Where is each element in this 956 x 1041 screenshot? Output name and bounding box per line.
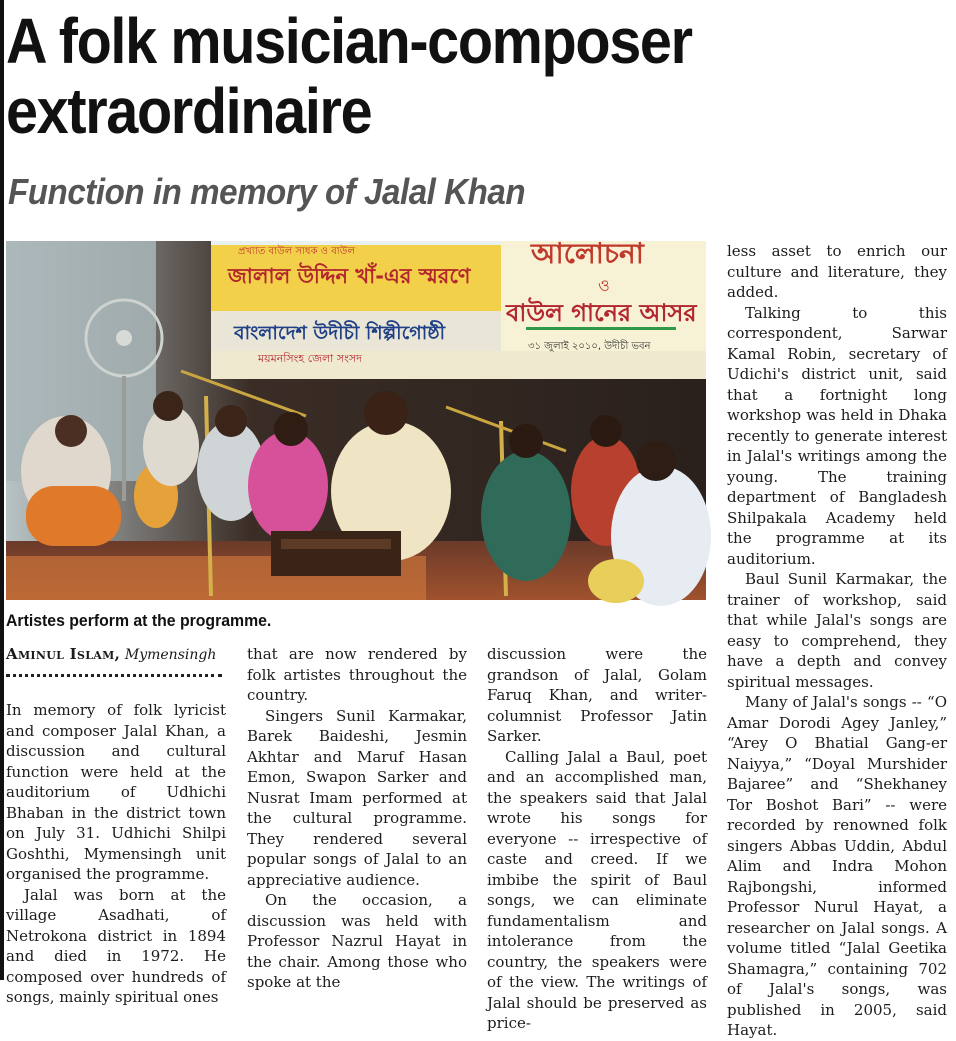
column-3-paragraph-1: discussion were the grandson of Jalal, Golam Faruq Khan, and writer-columnist Professor Jatin Sarker. (487, 645, 707, 745)
byline-place: Mymensingh (124, 647, 217, 663)
performance-photo (6, 237, 706, 600)
banner-line-3: ময়মনসিংহ জেলা সংসদ (258, 352, 362, 365)
banner-right-2: ও (598, 276, 610, 295)
column-4-paragraph-1: less asset to enrich our culture and literature, they added. (727, 242, 947, 301)
article-column-4 (727, 241, 947, 1039)
banner-top-text: প্রখ্যাত বাউল সাধক ও বাউল (238, 246, 355, 257)
headline-line-2: extraordinaire (6, 75, 372, 147)
column-4-paragraph-4: Many of Jalal's songs -- “O Amar Dorodi Agey Janley,” “Arey O Bhatial Gang-er Naiyya,” “Doyal Murshider Bajaree” and “Shekhaney Tor Boshot Bari” -- were recorded by renowned folk singers Abbas Uddin, Abdul Alim and Indra Mohon Rajbongshi, informed Professor Nurul Hayat, a researcher on Jalal songs. A volume titled “Jalal Geetika Shamagra,” containing 702 of Jalal's songs, was published in 2005, said Hayat. (727, 693, 947, 1039)
photo-caption: Artistes perform at the programme. (6, 611, 272, 630)
article-column-1 (6, 700, 226, 1006)
banner-date: ৩১ জুলাই ২০১০, উদীচী ভবন (528, 341, 651, 352)
subheadline: Function in memory of Jalal Khan (8, 171, 526, 212)
headline-line-1: A folk musician-composer (6, 5, 692, 77)
column-1-paragraph-2: Jalal was born at the village Asadhati, of Netrokona district in 1894 and died in 1972. He composed over hundreds of songs, mainly spiritual ones (6, 885, 226, 1006)
article-column-2 (247, 644, 467, 991)
banner-right-1: আলোচনা (531, 237, 644, 270)
column-2-paragraph-1: that are now rendered by folk artistes throughout the country. (247, 645, 467, 704)
column-4-paragraph-2: Talking to this correspondent, Sarwar Kamal Robin, secretary of Udichi's district unit, said that a fortnight long workshop was held in Dhaka recently to generate interest in Jalal's writings among the young. The training department of Bangladesh Shilpakala Academy held the programme at its auditorium. (727, 303, 947, 568)
byline-divider (6, 674, 222, 680)
column-4-paragraph-3: Baul Sunil Karmakar, the trainer of workshop, said that while Jalal's songs are easy to comprehend, they have a depth and convey spiritual messages. (727, 570, 947, 691)
column-3-paragraph-2: Calling Jalal a Baul, poet and an accomplished man, the speakers said that Jalal wrote his songs for everyone -- irrespective of caste and creed. If we imbibe the spirit of Baul songs, we can eliminate fundamentalism and intolerance from the country, the speakers were of the view. The writings of Jalal should be preserved as price- (487, 747, 707, 1032)
column-1-paragraph-1: In memory of folk lyricist and composer Jalal Khan, a discussion and cultural function were held at the auditorium of Udhichi Bhaban in the district town on July 31. Udhichi Shilpi Goshthi, Mymensingh unit organised the programme. (6, 701, 226, 883)
banner-line-2: বাংলাদেশ উদীচী শিল্পীগোষ্ঠী (234, 322, 446, 344)
byline-author: Aminul Islam, (6, 645, 121, 663)
page-left-rule (0, 0, 4, 980)
byline (6, 644, 226, 665)
headline (6, 6, 852, 146)
column-2-paragraph-2: Singers Sunil Karmakar, Barek Baideshi, Jesmin Akhtar and Maruf Hasan Emon, Swapon Sarker and Nusrat Imam performed at the cultural programme. They rendered several popular songs of Jalal to an appreciative audience. (247, 706, 467, 889)
banner-right-3: বাউল গানের আসর (506, 299, 697, 327)
stage-banner (211, 237, 706, 379)
banner-line-1: জালাল উদ্দিন খাঁ-এর স্মরণে (228, 264, 471, 288)
article-column-3 (487, 644, 707, 1032)
column-2-paragraph-3: On the occasion, a discussion was held with Professor Nazrul Hayat in the chair. Among those who spoke at the (247, 891, 467, 991)
